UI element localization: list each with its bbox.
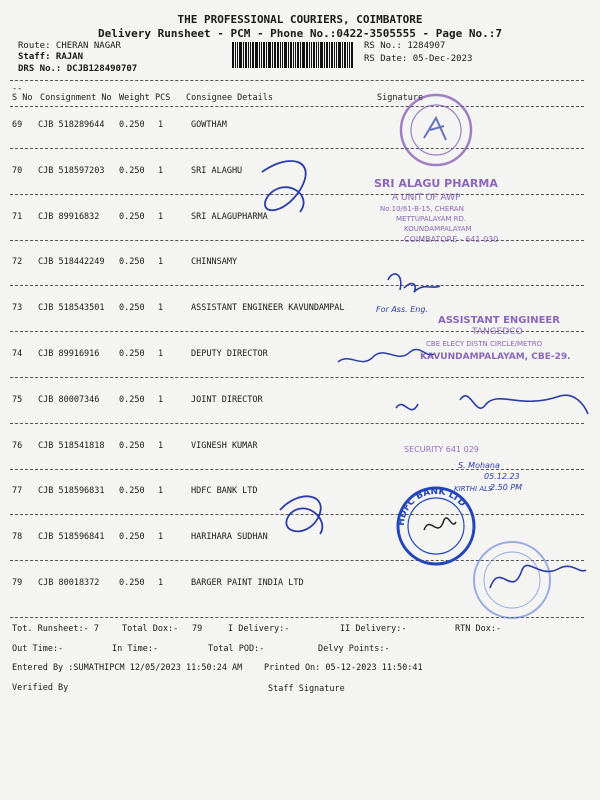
row-divider: [10, 285, 584, 286]
row-consignment: CJB 518596831: [38, 486, 105, 496]
ae-line1: CBE ELECY DISTN CIRCLE/METRO: [426, 340, 543, 348]
row-sno: 69: [12, 120, 23, 130]
row-sno: 72: [12, 257, 23, 267]
hdfc-ring-text: HDFC BANK LTD: [396, 486, 468, 527]
table-row: [0, 395, 600, 409]
alagu-line4: KOUNDAMPALAYAM: [404, 225, 472, 233]
row-weight: 0.250: [119, 257, 145, 267]
alagu-line5: COIMBATORE - 641 030: [404, 235, 499, 244]
divider: [10, 617, 584, 618]
row-consignment: CJB 518289644: [38, 120, 105, 130]
rs-date: RS Date: 05-Dec-2023: [364, 54, 473, 64]
table-row: [0, 578, 600, 592]
row-weight: 0.250: [119, 349, 145, 359]
barcode: [232, 42, 356, 68]
row-consignment: CJB 518543501: [38, 303, 105, 313]
row-divider: [10, 240, 584, 241]
row-consignee: SRI ALAGHU: [191, 166, 243, 176]
row-sno: 73: [12, 303, 23, 313]
note-kirthi: KIRTHI ALS: [454, 485, 493, 493]
row-consignment: CJB 89916832: [38, 212, 100, 222]
row-sno: 76: [12, 441, 23, 451]
row-sno: 71: [12, 212, 23, 222]
col-pcs: PCS: [155, 93, 171, 103]
row-sno: 75: [12, 395, 23, 405]
alagu-name: SRI ALAGU PHARMA: [374, 177, 498, 190]
row-weight: 0.250: [119, 395, 145, 405]
ii-delivery: II Delivery:-: [340, 624, 407, 634]
row-divider: [10, 469, 584, 470]
row-sno: 74: [12, 349, 23, 359]
rtn-dox: RTN Dox:-: [455, 624, 502, 634]
out-time: Out Time:-: [12, 644, 64, 654]
col-sno: S No: [12, 93, 33, 103]
table-row: [0, 349, 600, 363]
row-sno: 79: [12, 578, 23, 588]
table-row: [0, 212, 600, 226]
row-pcs: 1: [158, 395, 164, 405]
row-pcs: 1: [158, 120, 164, 130]
row-consignment: CJB 80007346: [38, 395, 100, 405]
row-weight: 0.250: [119, 486, 145, 496]
row-consignee: CHINNSAMY: [191, 257, 238, 267]
row-weight: 0.250: [119, 212, 145, 222]
drs-number: DRS No.: DCJB128490707: [18, 64, 138, 74]
delvy-points: Delvy Points:-: [318, 644, 390, 654]
row-consignee: HDFC BANK LTD: [191, 486, 258, 496]
alagu-line2: No.10/61-B-15, CHERAN: [380, 205, 464, 213]
note-for-ae: For Ass. Eng.: [376, 305, 428, 314]
row-consignment: CJB 518596841: [38, 532, 105, 542]
table-row: [0, 303, 600, 317]
row-pcs: 1: [158, 486, 164, 496]
row-weight: 0.250: [119, 441, 145, 451]
row-consignment: CJB 518597203: [38, 166, 105, 176]
row-divider: [10, 377, 584, 378]
entered-by: Entered By :SUMATHIPCM 12/05/2023 11:50:24 AM: [12, 663, 243, 673]
security-line: SECURITY 641 029: [404, 445, 479, 454]
table-row: [0, 486, 600, 500]
row-pcs: 1: [158, 578, 164, 588]
row-consignee: DEPUTY DIRECTOR: [191, 349, 268, 359]
row-pcs: 1: [158, 257, 164, 267]
divider: [10, 80, 584, 81]
table-row: [0, 441, 600, 455]
row-weight: 0.250: [119, 578, 145, 588]
row-divider: [10, 560, 584, 561]
note-name: S. Mohana: [458, 461, 500, 470]
col-signature: Signature: [377, 93, 424, 103]
company-title: THE PROFESSIONAL COURIERS, COIMBATORE: [177, 13, 423, 26]
row-consignment: CJB 89916916: [38, 349, 100, 359]
row-pcs: 1: [158, 212, 164, 222]
staff-signature: Staff Signature: [268, 684, 345, 694]
signature-row77-icon: [280, 496, 322, 534]
header-dash: --: [12, 84, 23, 94]
note-time: 2.50 PM: [490, 483, 523, 492]
row-weight: 0.250: [119, 303, 145, 313]
alagu-line1: A UNIT OF AWP: [392, 193, 461, 203]
rs-number: RS No.: 1284907: [364, 41, 446, 51]
row-consignment: CJB 518442249: [38, 257, 105, 267]
row-divider: [10, 423, 584, 424]
signature-davis-icon: [388, 274, 440, 292]
row-weight: 0.250: [119, 120, 145, 130]
row-sno: 70: [12, 166, 23, 176]
total-pod: Total POD:-: [208, 644, 265, 654]
staff-label: Staff: RAJAN: [18, 52, 84, 62]
row-divider: [10, 331, 584, 332]
ae-line2: KAVUNDAMPALAYAM, CBE-29.: [420, 352, 571, 362]
total-dox-label: Total Dox:-: [122, 624, 179, 634]
ae-org: TANGEDCO: [472, 327, 523, 337]
row-divider: [10, 148, 584, 149]
row-pcs: 1: [158, 349, 164, 359]
row-pcs: 1: [158, 166, 164, 176]
col-weight: Weight: [119, 93, 150, 103]
row-consignee: HARIHARA SUDHAN: [191, 532, 268, 542]
note-date: 05.12.23: [484, 472, 520, 481]
row-sno: 78: [12, 532, 23, 542]
row-pcs: 1: [158, 303, 164, 313]
col-consignee: Consignee Details: [186, 93, 273, 103]
row-consignee: VIGNESH KUMAR: [191, 441, 258, 451]
runsheet-subtitle: Delivery Runsheet - PCM - Phone No.:0422-3505555 - Page No.:7: [98, 27, 502, 40]
table-row: [0, 166, 600, 180]
row-consignee: GOWTHAM: [191, 120, 227, 130]
ae-title: ASSISTANT ENGINEER: [438, 315, 560, 326]
route-label: Route: CHERAN NAGAR: [18, 41, 121, 51]
tot-runsheet: Tot. Runsheet:- 7: [12, 624, 99, 634]
row-consignee: SRI ALAGUPHARMA: [191, 212, 268, 222]
row-pcs: 1: [158, 441, 164, 451]
row-weight: 0.250: [119, 166, 145, 176]
row-consignee: JOINT DIRECTOR: [191, 395, 263, 405]
in-time: In Time:-: [112, 644, 159, 654]
table-row: [0, 532, 600, 546]
row-divider: [10, 514, 584, 515]
i-delivery: I Delivery:-: [228, 624, 290, 634]
total-dox-value: 79: [192, 624, 203, 634]
divider: [10, 106, 584, 107]
row-consignment: CJB 80018372: [38, 578, 100, 588]
row-consignee: ASSISTANT ENGINEER KAVUNDAMPAL: [191, 303, 345, 313]
sri-alagu-pharma-stamp: [374, 177, 498, 244]
row-pcs: 1: [158, 532, 164, 542]
row-sno: 77: [12, 486, 23, 496]
col-consignment: Consignment No: [40, 93, 112, 103]
table-row: [0, 257, 600, 271]
verified-by: Verified By: [12, 683, 69, 693]
alagu-line3: METTUPALAYAM RD.: [396, 215, 467, 223]
row-weight: 0.250: [119, 532, 145, 542]
row-divider: [10, 194, 584, 195]
printed-on: Printed On: 05-12-2023 11:50:41: [264, 663, 423, 673]
row-consignment: CJB 518541818: [38, 441, 105, 451]
table-row: [0, 120, 600, 134]
row-consignee: BARGER PAINT INDIA LTD: [191, 578, 304, 588]
